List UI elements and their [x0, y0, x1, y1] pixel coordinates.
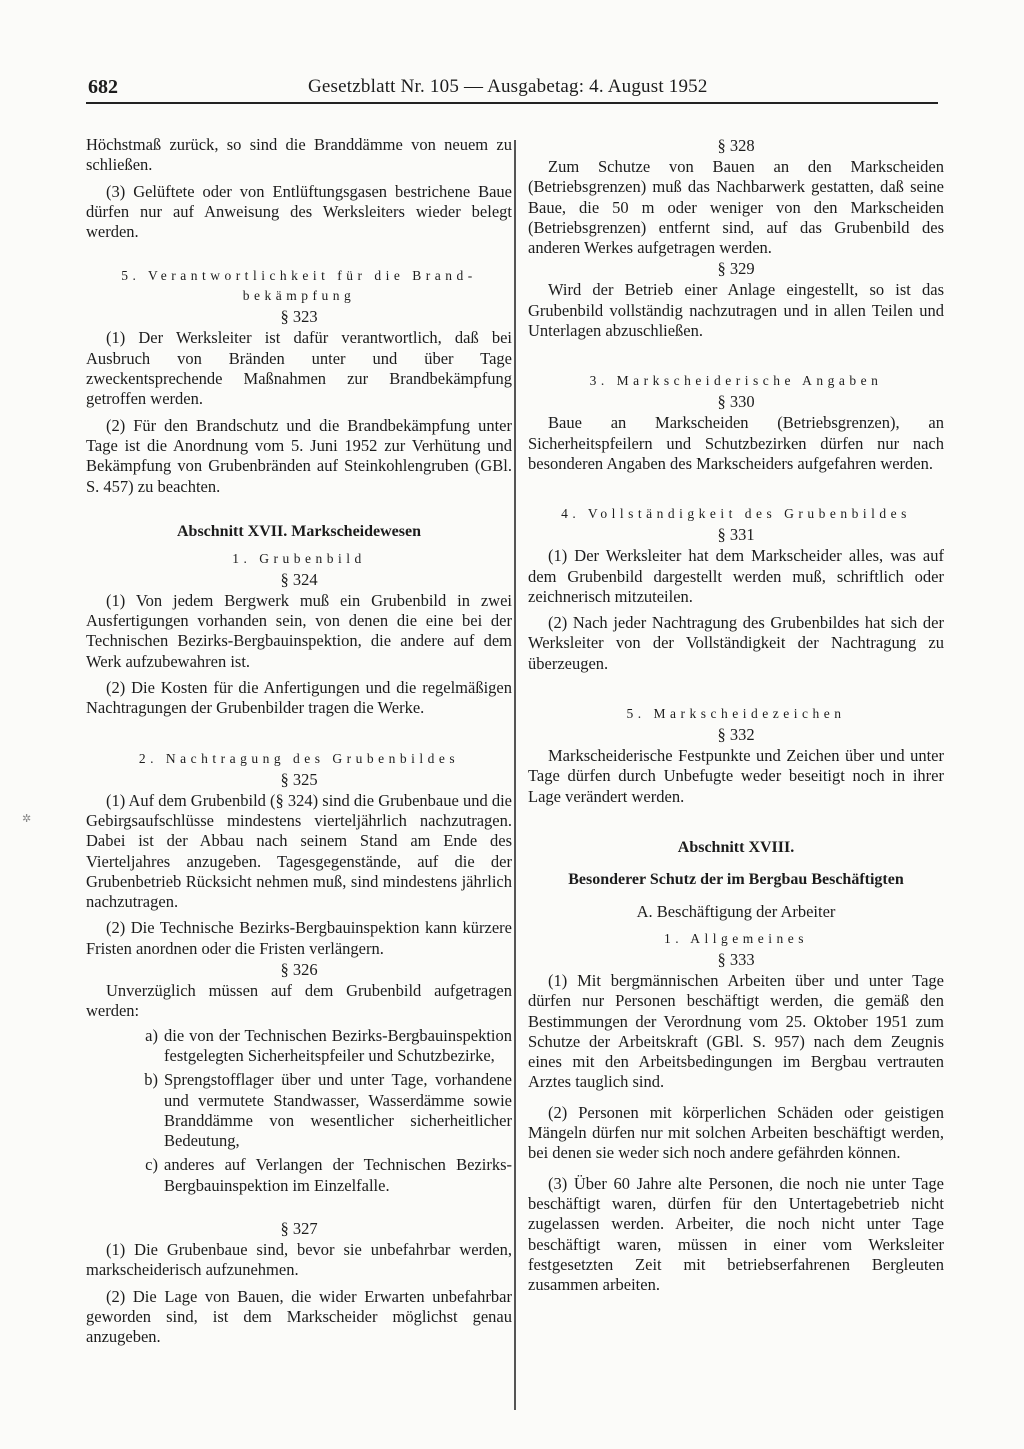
paragraph: (3) Gelüftete oder von Entlüftungsgasen bestrichene Baue dürfen nur auf Anweisung des Werksleiters wieder belegt werden. [86, 181, 512, 242]
paragraph: (1) Auf dem Grubenbild (§ 324) sind die Grubenbaue und die Gebirgsaufschlüsse mindestens vierteljährlich nachzutragen. Dabei ist der Abbau nach seinem Stand am Ende des Vierteljahres anzugeben. Tagesgegenstände, auf die der Grubenbetrieb Rücksicht nehmen muß, sind mindestens jährlich nachzutragen. [86, 790, 512, 912]
column-divider [514, 140, 516, 1410]
paragraph-number: § 332 [717, 725, 755, 745]
paragraph: (1) Die Grubenbaue sind, bevor sie unbefahrbar werden, markscheiderisch aufzunehmen. [86, 1239, 512, 1280]
section-heading: 2. Nachtragung des Grubenbildes [138, 750, 460, 766]
paragraph-number: § 323 [280, 307, 318, 327]
paragraph: (1) Von jedem Bergwerk muß ein Grubenbild in zwei Ausfertigungen vorhanden sein, von denen die eine bei der Technischen Bezirks-Bergbauinspektion, die andere auf dem Werk aufzubewahren ist. [86, 590, 512, 671]
section-heading: bekämpfung [242, 288, 356, 304]
paragraph: Baue an Markscheiden (Betriebsgrenzen), an Sicherheitspfeilern und Schutzbezirken dürfen nur nach besonderen Angaben des Markscheiders aufgefahren werden. [528, 413, 944, 473]
paragraph: Unverzüglich müssen auf dem Grubenbild aufgetragen werden: [86, 981, 512, 1021]
item-text: Sprengstofflager über und unter Tage, vorhandene und vermutete Standwasser, Wasserdämme sowie Branddämme von wesentlicher sicherheitlicher Bedeutung, [164, 1070, 512, 1151]
paragraph-number: § 330 [717, 392, 755, 412]
chapter-heading: Abschnitt XVII. Markscheidewesen [177, 522, 421, 540]
section-heading: 1. Grubenbild [232, 550, 366, 566]
item-label: c) [145, 1155, 158, 1175]
paragraph: (1) Mit bergmännischen Arbeiten über und unter Tage dürfen nur Personen beschäftigt werden, die gemäß den Bestimmungen der Verordnung vom 25. Oktober 1951 zum Schutze der Arbeitskraft (GBl. S. 957) nach dem Zeugnis eines mit den Arbeitsbedingungen im Bergbau vertrauten Arztes tauglich sind. [528, 970, 944, 1092]
gazette-title: Gesetzblatt Nr. 105 — Ausgabetag: 4. August 1952 [308, 76, 708, 97]
paragraph: (2) Für den Brandschutz und die Brandbekämpfung unter Tage ist die Anordnung vom 5. Juni 1952 zur Verhütung und Bekämpfung von Grubenbränden auf Steinkohlengruben (GBl. S. 457) zu beachten. [86, 415, 512, 496]
list-item [132, 1155, 512, 1196]
right-column [528, 135, 944, 1295]
paragraph: (3) Über 60 Jahre alte Personen, die noch nie unter Tage beschäftigt waren, dürfen für den Untertagebetrieb nicht zugelassen werden. Arbeiter, die noch nicht unter Tage beschäftigt waren, müssen in einer vom Werksleiter festgesetzten Zeit mit betriebserfahrenen Bergleuten zusammen arbeiten. [528, 1173, 944, 1295]
section-heading: 3. Markscheiderische Angaben [589, 373, 883, 389]
section-heading: 1. Allgemeines [664, 930, 808, 946]
item-label: a) [145, 1025, 158, 1045]
page-number: 682 [88, 76, 118, 98]
paragraph-number: § 331 [717, 525, 755, 545]
paragraph: (1) Der Werksleiter ist dafür verantwortlich, daß bei Ausbruch von Bränden unter und über Tage zweckentsprechende Maßnahmen zur Brandbekämpfung getroffen werden. [86, 328, 512, 409]
section-heading: 4. Vollständigkeit des Grubenbildes [561, 506, 911, 522]
page-header [88, 76, 938, 102]
item-text: anderes auf Verlangen der Technischen Bezirks-Bergbauinspektion im Einzelfalle. [164, 1155, 512, 1195]
list-item [132, 1070, 512, 1151]
list-item [132, 1026, 512, 1067]
paragraph: Markscheiderische Festpunkte und Zeichen über und unter Tage dürfen durch Unbefugte weder beseitigt noch in ihrer Lage verändert werden. [528, 746, 944, 806]
scan-speck: ✲ [22, 813, 32, 825]
section-heading: 5. Verantwortlichkeit für die Brand- [121, 268, 477, 284]
left-column [86, 135, 512, 1347]
paragraph: (2) Die Kosten für die Anfertigungen und die regelmäßigen Nachtragungen der Grubenbilder tragen die Werke. [86, 678, 512, 718]
paragraph: (2) Die Lage von Bauen, die wider Erwarten unbefahrbar geworden sind, ist dem Markscheider möglichst genau anzugeben. [86, 1286, 512, 1347]
chapter-title: Besonderer Schutz der im Bergbau Beschäftigten [568, 870, 904, 888]
paragraph-number: § 324 [280, 569, 318, 589]
paragraph-number: § 328 [717, 136, 755, 155]
paragraph: Zum Schutze von Bauen an den Markscheiden (Betriebsgrenzen) muß das Nachbarwerk gestatten, daß seine Baue, die 50 m oder weniger von den Markscheiden (Betriebsgrenzen) entfernt sind, auf das Grubenbild des anderen Werkes aufgetragen werden. [528, 157, 944, 258]
header-rule [86, 102, 938, 104]
paragraph: Wird der Betrieb einer Anlage eingestellt, so ist das Grubenbild vollständig nachzutragen und in allen Teilen und Unterlagen abzuschließen. [528, 280, 944, 341]
paragraph-number: § 329 [717, 259, 755, 279]
section-heading: 5. Markscheidezeichen [626, 706, 846, 722]
item-list [132, 1026, 512, 1196]
chapter-heading: Abschnitt XVIII. [677, 838, 795, 856]
paragraph: Höchstmaß zurück, so sind die Branddämme von neuem zu schließen. [86, 135, 512, 175]
paragraph-number: § 326 [280, 960, 318, 980]
paragraph-number: § 333 [717, 949, 755, 969]
paragraph-number: § 325 [280, 769, 318, 789]
paragraph: (1) Der Werksleiter hat dem Markscheider alles, was auf dem Grubenbild dargestellt werden muß, schriftlich oder zeichnerisch mitzuteilen. [528, 546, 944, 606]
item-text: die von der Technischen Bezirks-Bergbauinspektion festgelegten Sicherheitspfeiler und Schutzbezirke, [164, 1025, 512, 1065]
paragraph: (2) Personen mit körperlichen Schäden oder geistigen Mängeln dürfen nur mit solchen Arbeiten beschäftigt werden, bei denen sie weder sich noch andere gefährden können. [528, 1102, 944, 1163]
paragraph-number: § 327 [280, 1218, 318, 1238]
item-label: b) [144, 1070, 158, 1090]
paragraph: (2) Die Technische Bezirks-Bergbauinspektion kann kürzere Fristen anordnen oder die Fristen verlängern. [86, 918, 512, 958]
subsection-heading: A. Beschäftigung der Arbeiter [636, 901, 836, 921]
paragraph: (2) Nach jeder Nachtragung des Grubenbildes hat sich der Werksleiter von der Vollständigkeit der Nachtragung zu überzeugen. [528, 613, 944, 673]
